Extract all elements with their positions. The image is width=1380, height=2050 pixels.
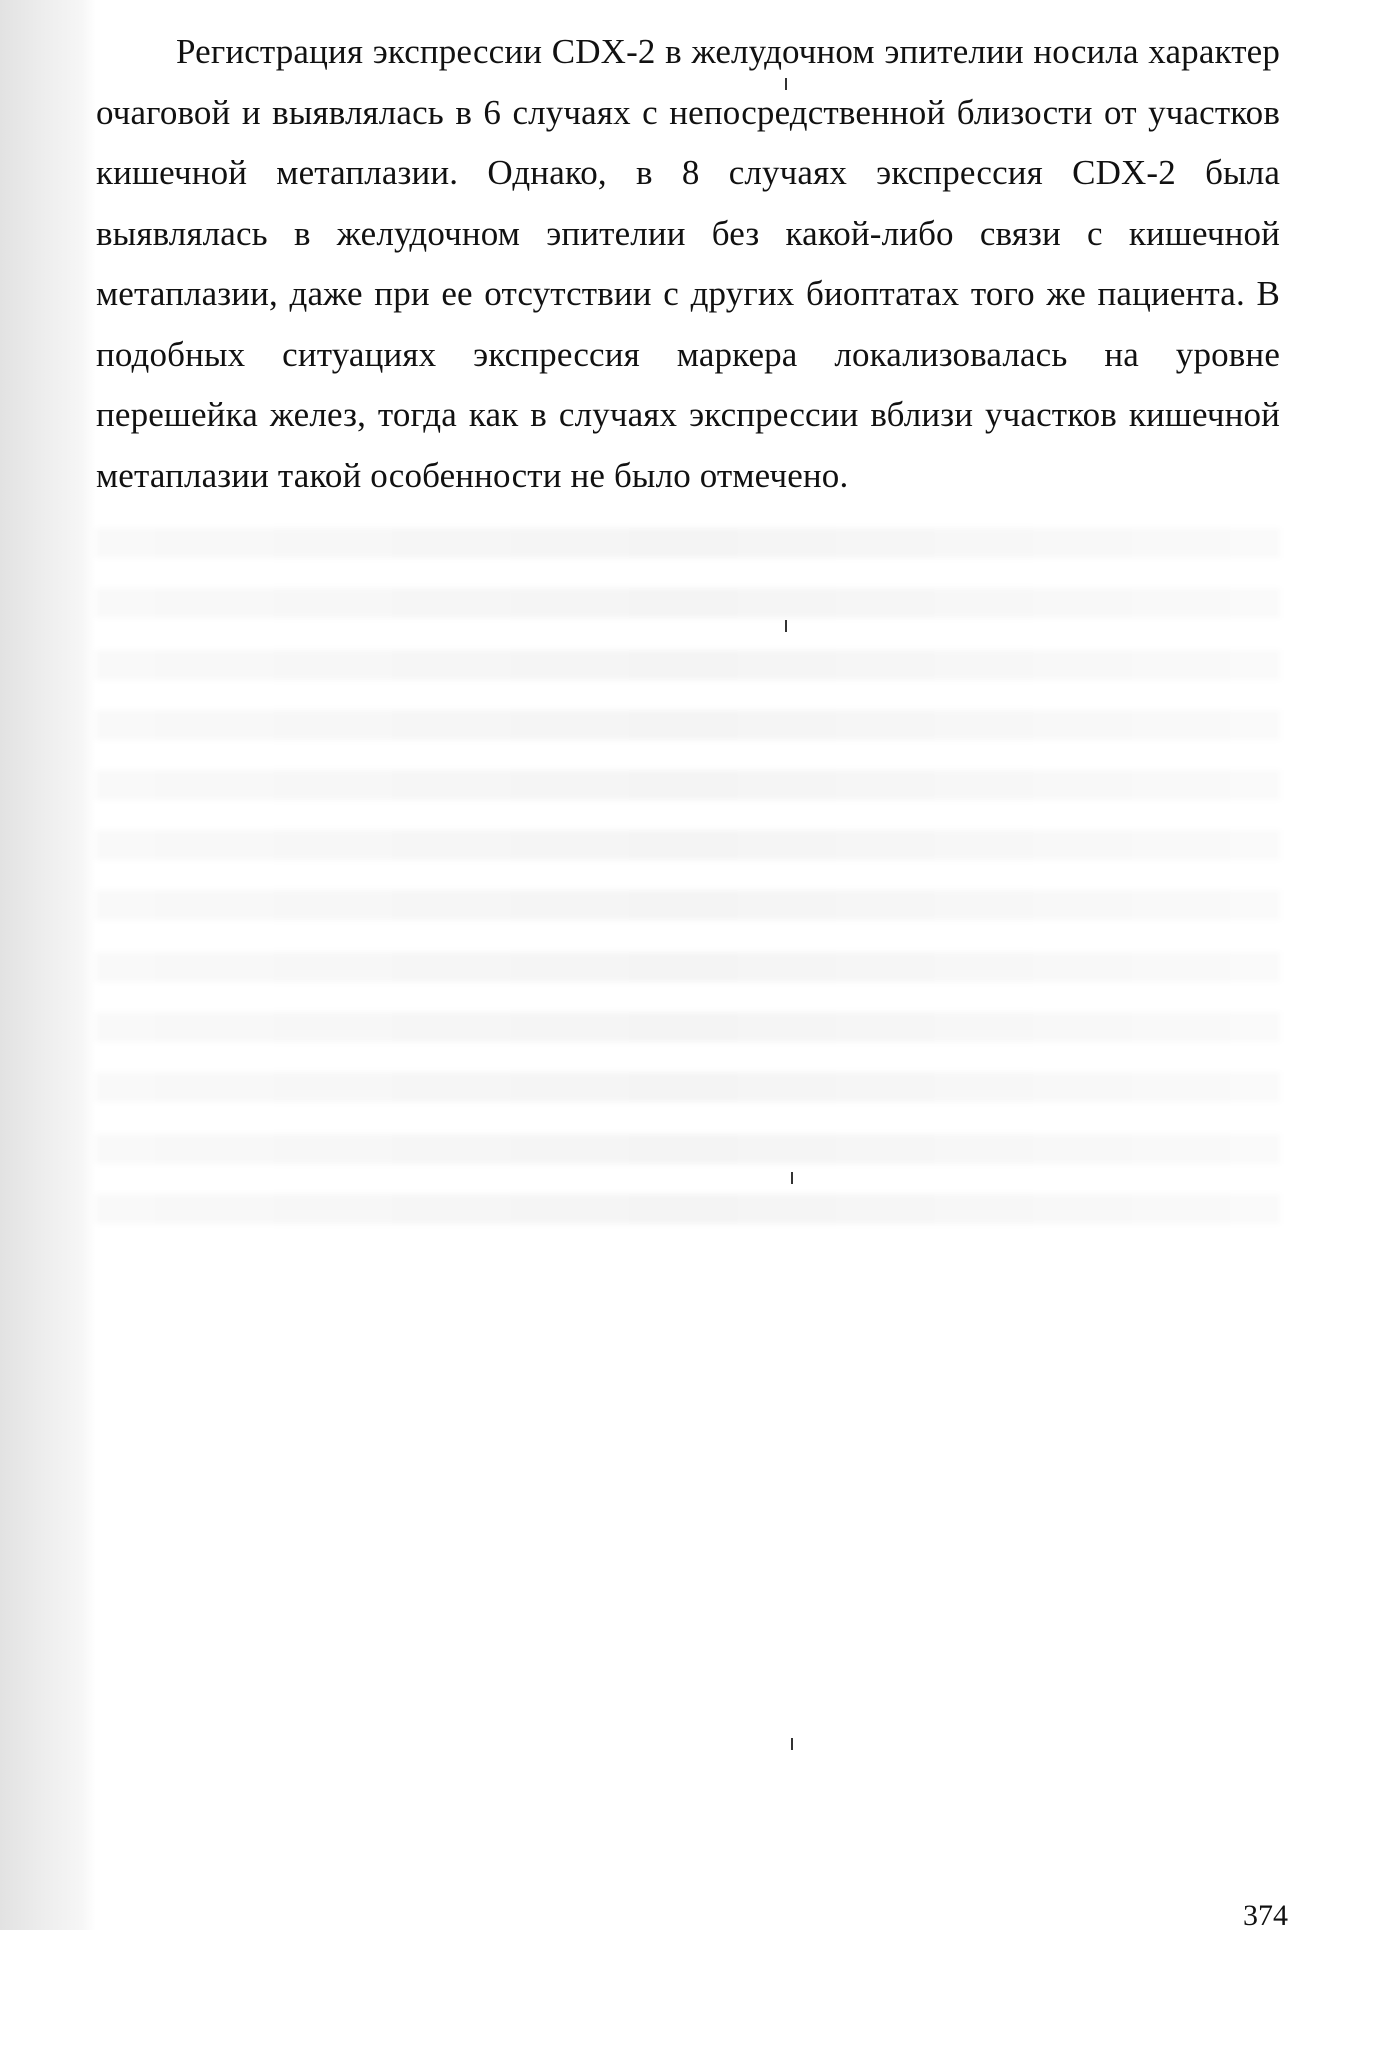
page-number: 374	[1243, 1899, 1288, 1932]
scan-mark	[785, 78, 787, 90]
bleed-through-line	[96, 528, 1280, 558]
bleed-through-line	[96, 952, 1280, 982]
scan-mark	[791, 1172, 793, 1184]
bleed-through-line	[96, 588, 1280, 618]
scan-mark	[785, 620, 787, 632]
bleed-through-line	[96, 830, 1280, 860]
bleed-through-line	[96, 890, 1280, 920]
body-paragraph: Регистрация экспрессии CDX-2 в желудочном эпителии носила характер очаговой и выявлялась в 6 случаях с непосредственной близости от участков кишечной метаплазии. Однако, в 8 случаях экспрессия CDX-2 была выявлялась в желудочном эпителии без какой-либо связи с кишечной метаплазии, даже при ее отсутствии с других биоптатах того же пациента. В подобных ситуациях экспрессия маркера локализовалась на уровне перешейка желез, тогда как в случаях экспрессии вблизи участков кишечной метаплазии такой особенности не было отмечено.	[96, 32, 1280, 495]
bleed-through-line	[96, 1012, 1280, 1042]
scan-mark	[791, 1738, 793, 1750]
bleed-through-line	[96, 1194, 1280, 1224]
bleed-through-line	[96, 1134, 1280, 1164]
bleed-through-line	[96, 770, 1280, 800]
bleed-through-line	[96, 650, 1280, 680]
bleed-through-line	[96, 1072, 1280, 1102]
scan-edge-shadow	[0, 0, 96, 1930]
bleed-through-line	[96, 710, 1280, 740]
